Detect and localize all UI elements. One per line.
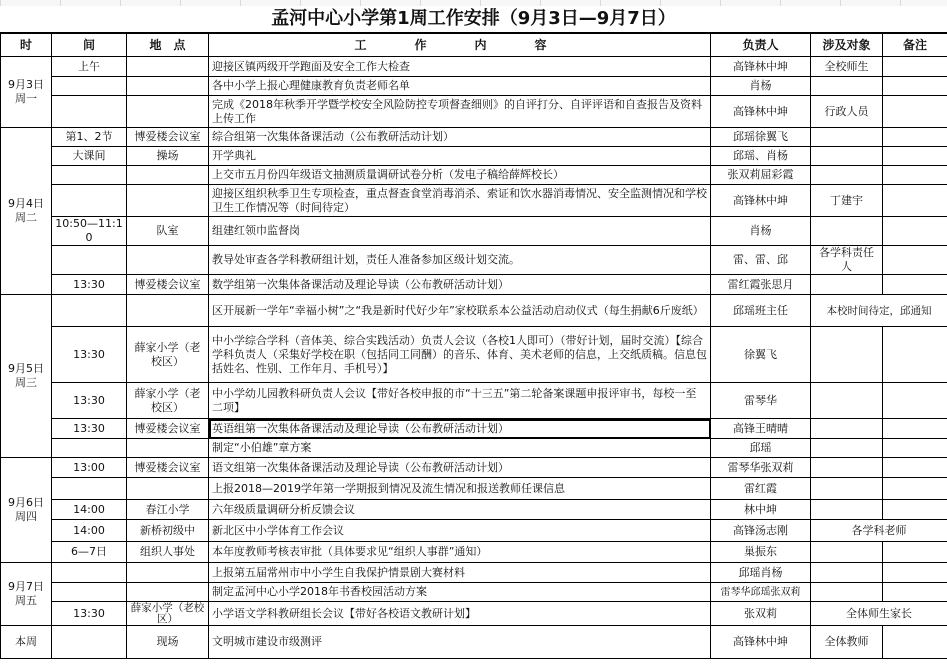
place-cell[interactable] <box>127 583 209 602</box>
owner-cell[interactable]: 高锋王晴晴 <box>711 419 811 439</box>
place-cell[interactable]: 博爱楼会议室 <box>127 458 209 478</box>
note-cell[interactable] <box>883 542 947 563</box>
note-cell[interactable] <box>883 327 947 383</box>
owner-cell[interactable]: 雷红霞张思月 <box>711 275 811 295</box>
day-cell-fri[interactable]: 9月7日 周五 <box>1 563 52 626</box>
header-time-a[interactable]: 时 <box>1 34 52 57</box>
time-cell[interactable] <box>52 295 127 327</box>
header-time-b[interactable]: 间 <box>52 34 127 57</box>
table-row <box>1 147 947 166</box>
table-row <box>1 439 947 458</box>
place-cell[interactable] <box>127 166 209 185</box>
time-cell[interactable]: 6—7日 <box>52 542 127 563</box>
target-cell[interactable] <box>811 583 883 602</box>
target-cell[interactable]: 各学科责任人 <box>811 246 883 275</box>
content-cell[interactable]: 迎接区镇两级开学跑面及安全工作大检查 <box>209 57 711 77</box>
note-cell[interactable] <box>883 246 947 275</box>
note-cell[interactable] <box>883 458 947 478</box>
place-cell[interactable]: 薛家小学（老校区） <box>127 383 209 419</box>
owner-cell[interactable]: 雷琴华 <box>711 383 811 419</box>
owner-cell[interactable]: 高锋汤志刚 <box>711 520 811 542</box>
owner-cell[interactable]: 高锋林中坤 <box>711 57 811 77</box>
place-cell[interactable]: 新桥初级中 <box>127 520 209 542</box>
table-row <box>1 217 947 246</box>
target-cell[interactable] <box>811 542 883 563</box>
target-cell[interactable] <box>811 419 883 439</box>
owner-cell[interactable]: 肖杨 <box>711 217 811 246</box>
time-cell[interactable] <box>52 563 127 583</box>
table-row <box>1 419 947 439</box>
table-row <box>1 500 947 520</box>
content-cell[interactable]: 上报2018—2019学年第一学期报到情况及流生情况和报送教师任课信息 <box>209 478 711 500</box>
place-cell[interactable] <box>127 246 209 275</box>
owner-cell[interactable]: 雷琴华邱瑶张双莉 <box>711 583 811 602</box>
header-place[interactable]: 地 点 <box>127 34 209 57</box>
table-row <box>1 96 947 128</box>
place-cell[interactable] <box>127 563 209 583</box>
time-cell[interactable] <box>52 626 127 659</box>
target-cell[interactable] <box>811 563 883 583</box>
content-cell[interactable]: 组建红领巾监督岗 <box>209 217 711 246</box>
target-cell[interactable] <box>811 77 883 96</box>
content-cell[interactable]: 新北区中小学体育工作会议 <box>209 520 711 542</box>
place-cell[interactable] <box>127 77 209 96</box>
target-cell[interactable] <box>811 275 883 295</box>
place-cell[interactable]: 博爱楼会议室 <box>127 275 209 295</box>
time-cell[interactable]: 14:00 <box>52 520 127 542</box>
time-cell[interactable] <box>52 246 127 275</box>
place-cell[interactable]: 春江小学 <box>127 500 209 520</box>
note-cell[interactable] <box>883 419 947 439</box>
table-row <box>1 185 947 217</box>
header-owner[interactable]: 负责人 <box>711 34 811 57</box>
note-cell[interactable] <box>883 185 947 217</box>
owner-cell[interactable]: 高锋林中坤 <box>711 626 811 659</box>
table-row <box>1 77 947 96</box>
table-row <box>1 295 947 327</box>
place-cell[interactable]: 组织人事处 <box>127 542 209 563</box>
note-cell[interactable] <box>883 383 947 419</box>
owner-cell[interactable]: 张双莉 <box>711 602 811 626</box>
table-row <box>1 327 947 383</box>
content-cell[interactable]: 小学语文学科教研组长会议【带好各校语文教研计划】 <box>209 602 711 626</box>
header-row <box>1 34 947 57</box>
page-title[interactable]: 孟河中心小学第1周工作安排（9月3日—9月7日） <box>0 6 947 33</box>
time-cell[interactable]: 14:00 <box>52 500 127 520</box>
target-cell[interactable] <box>811 458 883 478</box>
target-cell[interactable] <box>811 439 883 458</box>
content-cell[interactable]: 完成《2018年秋季开学暨学校安全风险防控专项督查细则》的自评打分、自评评语和自查报告及资料上传工作 <box>209 96 711 128</box>
time-cell[interactable] <box>52 166 127 185</box>
time-cell[interactable]: 上午 <box>52 57 127 77</box>
content-cell[interactable]: 本年度教师考核表审批（具体要求见“组织人事群”通知） <box>209 542 711 563</box>
owner-cell[interactable]: 林中坤 <box>711 500 811 520</box>
place-cell[interactable]: 队室 <box>127 217 209 246</box>
table-row <box>1 583 947 602</box>
table-row <box>1 478 947 500</box>
owner-cell[interactable]: 徐翼飞 <box>711 327 811 383</box>
target-cell[interactable]: 行政人员 <box>811 96 883 128</box>
content-cell[interactable]: 语文组第一次集体备课活动及理论导读（公布教研活动计划） <box>209 458 711 478</box>
table-row <box>1 563 947 583</box>
note-cell[interactable] <box>883 439 947 458</box>
place-cell[interactable]: 操场 <box>127 147 209 166</box>
place-cell[interactable]: 薛家小学（老校区） <box>127 327 209 383</box>
time-cell[interactable]: 13:30 <box>52 419 127 439</box>
time-cell[interactable] <box>52 583 127 602</box>
table-row <box>1 520 947 542</box>
target-cell[interactable]: 全体教师 <box>811 626 883 659</box>
table-row <box>1 166 947 185</box>
target-cell[interactable] <box>811 500 883 520</box>
place-cell[interactable] <box>127 439 209 458</box>
owner-cell[interactable]: 高锋林中坤 <box>711 185 811 217</box>
note-cell[interactable] <box>883 147 947 166</box>
place-cell[interactable] <box>127 185 209 217</box>
header-content[interactable]: 工 作 内 容 <box>209 34 711 57</box>
time-cell[interactable]: 大课间 <box>52 147 127 166</box>
note-cell[interactable] <box>883 275 947 295</box>
note-cell[interactable] <box>883 96 947 128</box>
note-cell[interactable] <box>883 563 947 583</box>
time-cell[interactable]: 13:00 <box>52 458 127 478</box>
place-cell[interactable] <box>127 478 209 500</box>
day-cell-thu[interactable]: 9月6日 周四 <box>1 458 52 563</box>
table-row <box>1 275 947 295</box>
note-cell[interactable] <box>883 217 947 246</box>
time-cell[interactable]: 13:30 <box>52 602 127 626</box>
owner-cell[interactable]: 巢振东 <box>711 542 811 563</box>
day-cell-wed[interactable]: 9月5日 周三 <box>1 295 52 458</box>
owner-cell[interactable]: 张双莉屈彩霞 <box>711 166 811 185</box>
target-cell[interactable]: 全体师生家长 <box>811 602 947 626</box>
content-cell[interactable]: 六年级质量调研分析反馈会议 <box>209 500 711 520</box>
target-cell[interactable] <box>811 327 883 383</box>
table-row <box>1 626 947 659</box>
table-row <box>1 57 947 77</box>
place-cell[interactable]: 薛家小学（老校区） <box>127 602 209 626</box>
place-cell[interactable]: 博爱楼会议室 <box>127 128 209 147</box>
place-cell[interactable] <box>127 295 209 327</box>
target-cell[interactable] <box>811 128 883 147</box>
owner-cell[interactable]: 邱瑶 <box>711 439 811 458</box>
target-cell[interactable] <box>811 166 883 185</box>
day-cell-mon[interactable]: 9月3日 周一 <box>1 57 52 128</box>
target-cell[interactable] <box>811 383 883 419</box>
content-cell[interactable]: 中小学幼儿园教科研负责人会议【带好各校申报的市“十三五”第二轮备案课题申报评审书，每校一至二项】 <box>209 383 711 419</box>
place-cell[interactable] <box>127 57 209 77</box>
target-cell[interactable]: 全校师生 <box>811 57 883 77</box>
time-cell[interactable] <box>52 439 127 458</box>
header-note[interactable]: 备注 <box>883 34 947 57</box>
content-cell[interactable]: 文明城市建设市级测评 <box>209 626 711 659</box>
table-row <box>1 383 947 419</box>
content-cell[interactable]: 上交市五月份四年级语文抽测质量调研试卷分析（发电子稿给薛辉校长） <box>209 166 711 185</box>
content-cell[interactable]: 制定“小伯雄”章方案 <box>209 439 711 458</box>
table-row <box>1 246 947 275</box>
header-target[interactable]: 涉及对象 <box>811 34 883 57</box>
content-cell-selected[interactable]: 英语组第一次集体备课活动及理论导读（公布教研活动计划） <box>209 419 711 439</box>
time-cell[interactable] <box>52 96 127 128</box>
note-cell[interactable] <box>883 166 947 185</box>
content-cell[interactable]: 制定孟河中心小学2018年书香校园活动方案 <box>209 583 711 602</box>
owner-cell[interactable]: 邱瑶肖杨 <box>711 563 811 583</box>
time-cell[interactable]: 13:30 <box>52 383 127 419</box>
day-cell-tue[interactable]: 9月4日 周二 <box>1 128 52 295</box>
table-row <box>1 458 947 478</box>
time-cell[interactable] <box>52 185 127 217</box>
target-cell[interactable]: 丁建宇 <box>811 185 883 217</box>
schedule-table <box>0 33 947 659</box>
time-cell[interactable]: 13:30 <box>52 275 127 295</box>
content-cell[interactable]: 上报第五届常州市中小学生自我保护情景剧大赛材料 <box>209 563 711 583</box>
owner-cell[interactable]: 邱瑶班主任 <box>711 295 811 327</box>
time-cell[interactable] <box>52 77 127 96</box>
owner-cell[interactable]: 高锋林中坤 <box>711 96 811 128</box>
owner-cell[interactable]: 邱瑶、肖杨 <box>711 147 811 166</box>
place-cell[interactable]: 现场 <box>127 626 209 659</box>
table-row <box>1 542 947 563</box>
target-cell[interactable]: 各学科老师 <box>811 520 947 542</box>
owner-cell[interactable]: 雷红霞 <box>711 478 811 500</box>
content-cell[interactable]: 各中小学上报心理健康教育负责老师名单 <box>209 77 711 96</box>
owner-cell[interactable]: 邱瑶徐翼飞 <box>711 128 811 147</box>
time-cell[interactable]: 第1、2节 <box>52 128 127 147</box>
target-cell[interactable] <box>811 147 883 166</box>
note-cell[interactable] <box>883 500 947 520</box>
content-cell[interactable]: 综合组第一次集体备课活动（公布教研活动计划） <box>209 128 711 147</box>
target-cell[interactable] <box>811 478 883 500</box>
owner-cell[interactable]: 雷、雷、邱 <box>711 246 811 275</box>
owner-cell[interactable]: 雷琴华张双莉 <box>711 458 811 478</box>
content-cell[interactable]: 区开展新一学年“幸福小树”之“我是新时代好少年”家校联系本公益活动启动仪式（每生捐献6斤废纸） <box>209 295 711 327</box>
content-cell[interactable]: 开学典礼 <box>209 147 711 166</box>
target-cell[interactable] <box>811 217 883 246</box>
owner-cell[interactable]: 肖杨 <box>711 77 811 96</box>
note-cell[interactable] <box>883 583 947 602</box>
note-cell[interactable] <box>883 626 947 659</box>
time-cell[interactable] <box>52 478 127 500</box>
place-cell[interactable] <box>127 96 209 128</box>
note-cell[interactable] <box>883 57 947 77</box>
day-cell-week[interactable]: 本周 <box>1 626 52 659</box>
target-cell[interactable]: 本校时间待定，邱通知 <box>811 295 947 327</box>
place-cell[interactable]: 博爱楼会议室 <box>127 419 209 439</box>
time-cell[interactable]: 13:30 <box>52 327 127 383</box>
content-cell[interactable]: 迎接区组织秋季卫生专项检查，重点督查食堂消毒消杀、索证和饮水器消毒情况、安全监测情况和学校卫生工作情况等（时间待定） <box>209 185 711 217</box>
content-cell[interactable]: 中小学综合学科（音体美、综合实践活动）负责人会议（各校1人即可）（带好计划，届时交流）【综合学科负责人（采集好学校在职（包括同工同酬）的音乐、体育、美术老师的信息，上交纸质稿。信息包括姓名、性别、工作年月、手机号）】 <box>209 327 711 383</box>
time-cell[interactable]: 10:50—11:10 <box>52 217 127 246</box>
content-cell[interactable]: 教导处审查各学科教研组计划，责任人准备参加区级计划交流。 <box>209 246 711 275</box>
content-cell[interactable]: 数学组第一次集体备课活动及理论导读（公布教研活动计划） <box>209 275 711 295</box>
table-row <box>1 602 947 626</box>
note-cell[interactable] <box>883 478 947 500</box>
note-cell[interactable] <box>883 77 947 96</box>
note-cell[interactable] <box>883 128 947 147</box>
table-row <box>1 128 947 147</box>
